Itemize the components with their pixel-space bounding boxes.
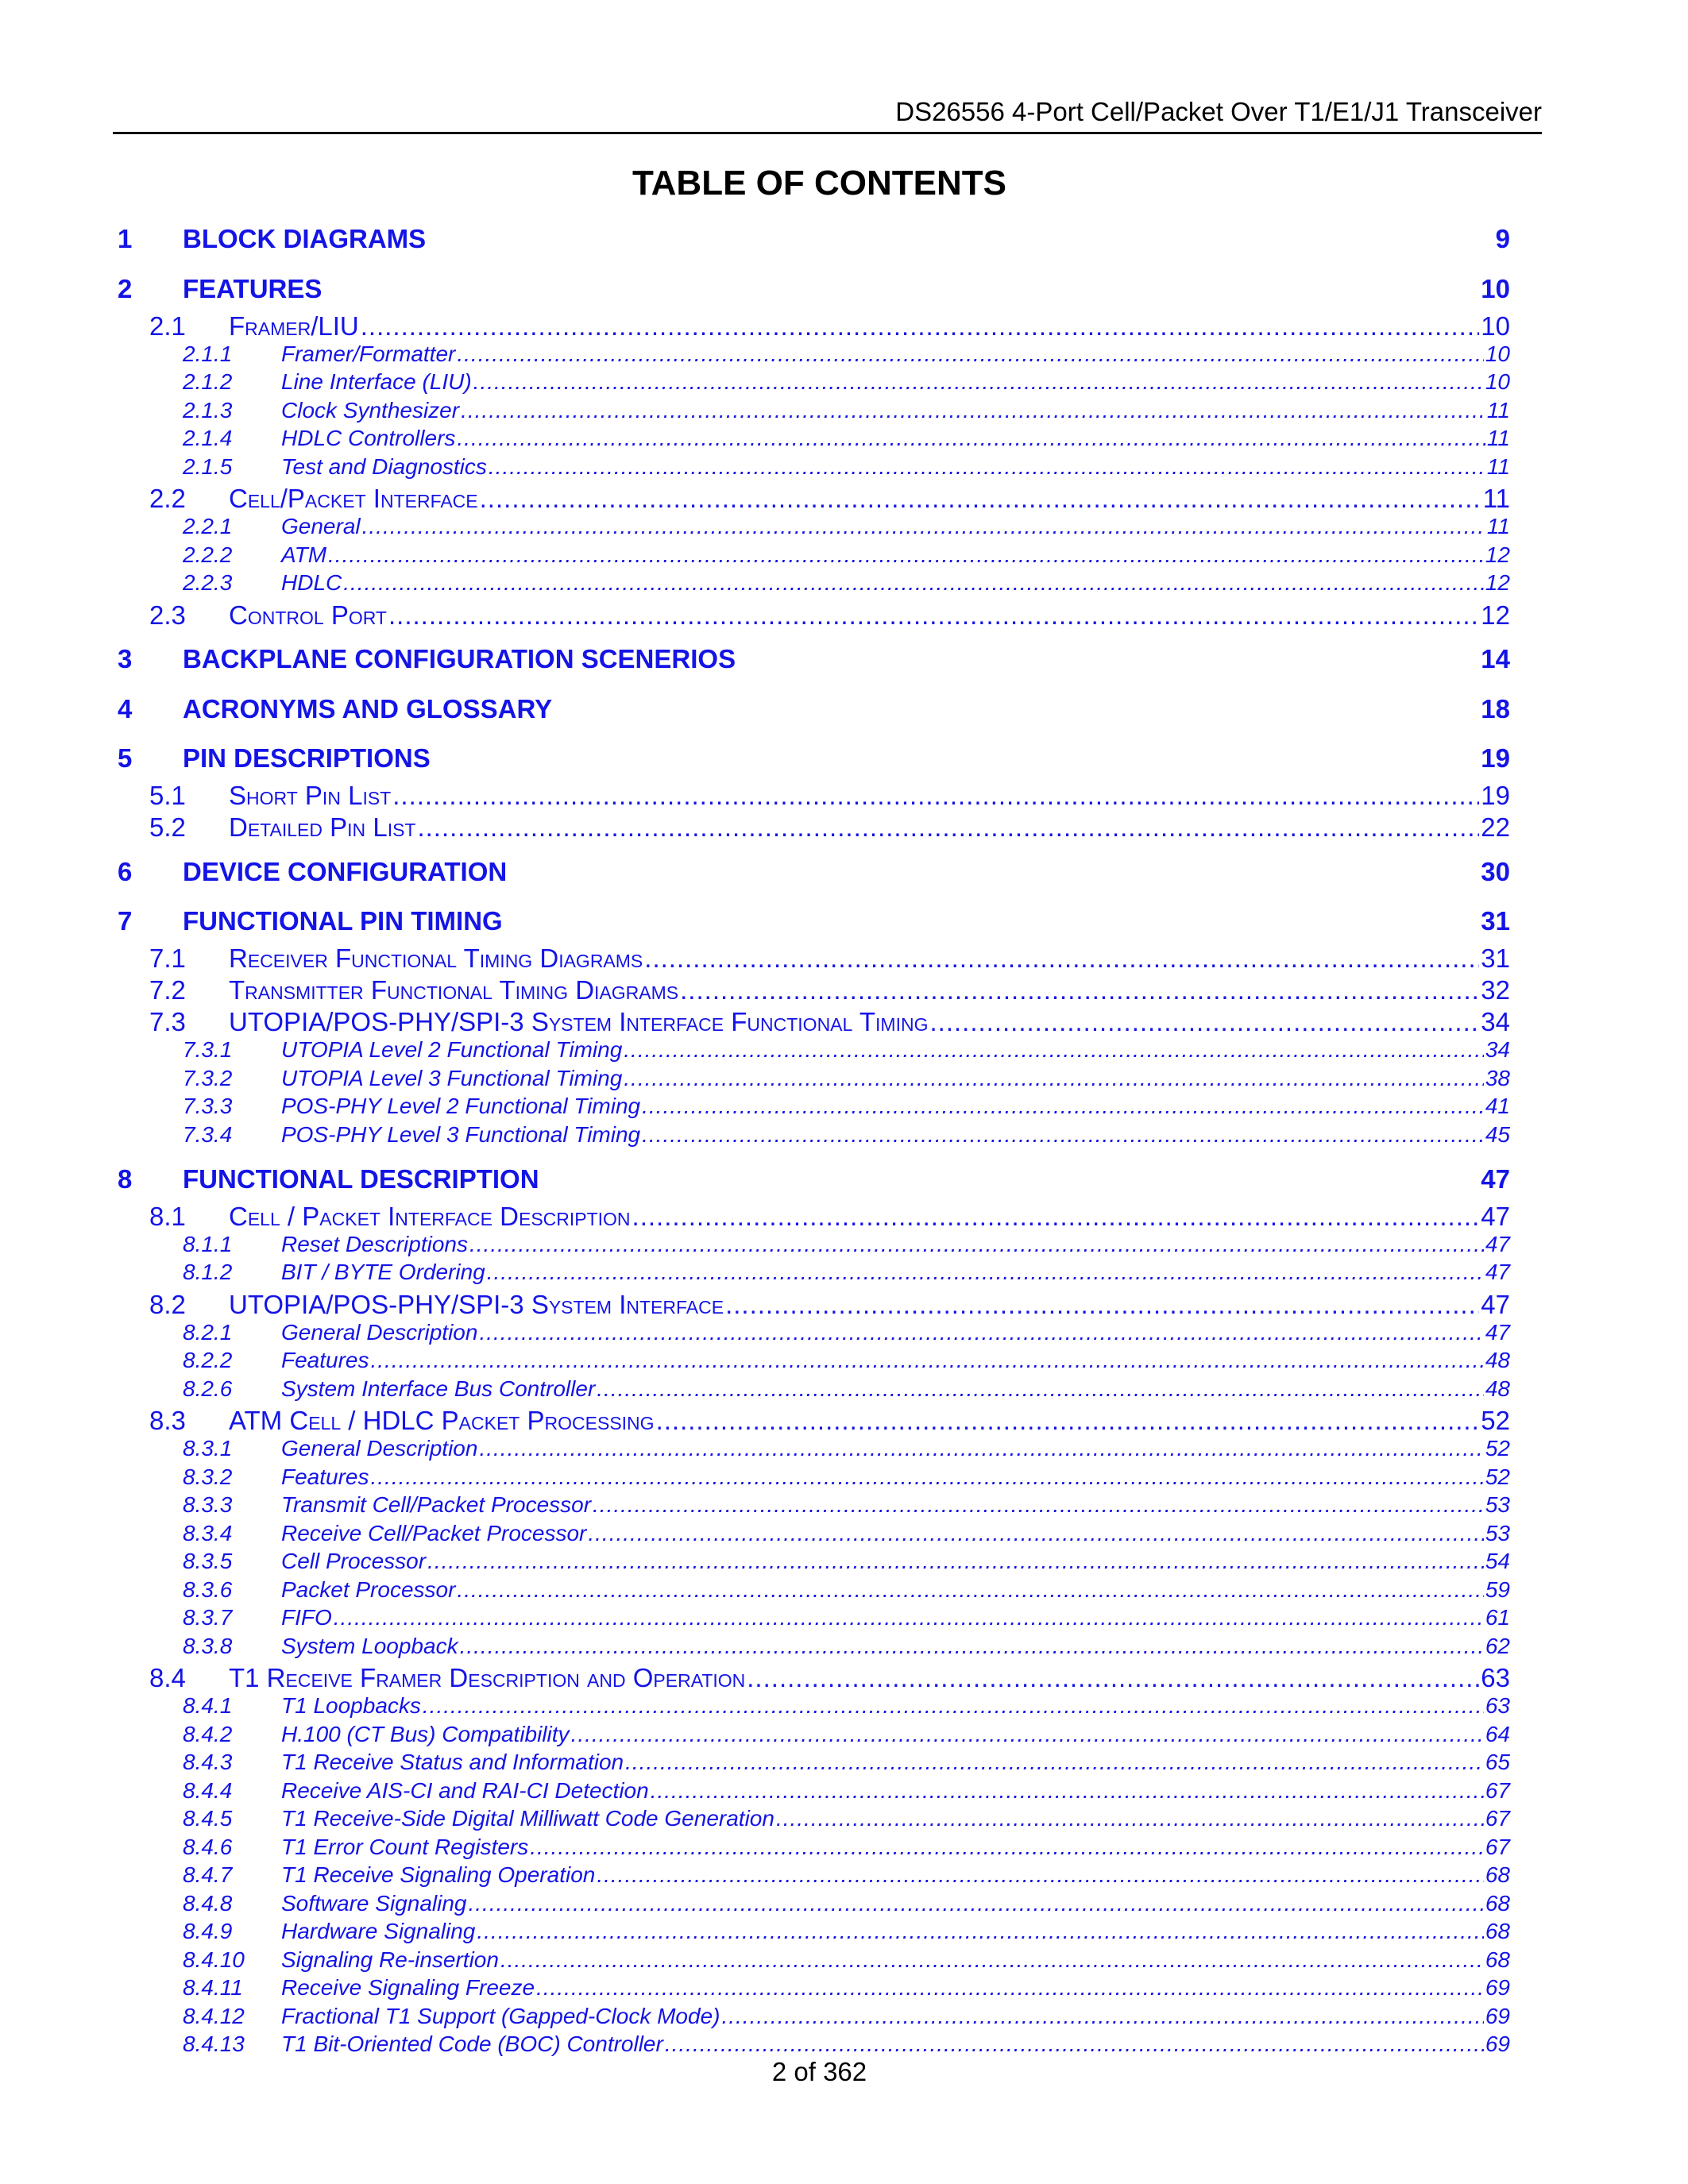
toc-entry-title: Features [281,1348,369,1372]
toc-dot-leader [597,1376,1484,1402]
toc-entry-number: 2.1 [149,311,186,341]
toc-entry-title: BACKPLANE CONFIGURATION SCENERIOS [183,644,736,673]
toc-entry-page: 48 [1485,1376,1510,1401]
toc-entry-number: 8 [118,1164,133,1194]
toc-entry-number: 2.1.3 [183,398,233,423]
toc-entry-title: Hardware Signaling [281,1919,476,1943]
toc-entry-title: ATM [281,542,327,567]
toc-entry-8-3-1[interactable] [183,1436,1510,1461]
toc-dot-leader [328,542,1484,568]
toc-entry-page: 67 [1485,1778,1510,1803]
toc-entry-5-1[interactable] [149,781,1510,811]
toc-entry-8-4-12[interactable] [183,2004,1510,2029]
toc-entry-title: UTOPIA Level 3 Functional Timing [281,1066,623,1090]
toc-entry-number: 8.4.12 [183,2004,245,2028]
toc-entry-8-4-3[interactable] [183,1750,1510,1775]
toc-entry-page: 63 [1485,1693,1510,1718]
toc-heading: TABLE OF CONTENTS [632,164,1006,203]
toc-dot-leader [469,1232,1484,1257]
toc-entry-title: Receiver Functional Timing Diagrams [229,943,643,973]
toc-entry-page: 45 [1485,1122,1510,1147]
toc-entry-number: 8.4.6 [183,1835,233,1859]
toc-entry-number: 8.4.9 [183,1919,233,1943]
toc-entry-8-3[interactable] [149,1406,1510,1436]
toc-dot-leader [371,1348,1484,1373]
toc-entry-title: Line Interface (LIU) [281,369,472,394]
toc-entry-page: 10 [1481,311,1510,341]
toc-entry-title: General Description [281,1320,478,1345]
toc-dot-leader [362,514,1485,539]
toc-entry-number: 8.4.8 [183,1891,233,1916]
toc-entry-8-2-1[interactable] [183,1320,1510,1345]
toc-entry-page: 38 [1485,1066,1510,1090]
toc-entry-number: 7 [118,906,133,936]
toc-entry-8-4-6[interactable] [183,1835,1510,1860]
toc-entry-page: 47 [1481,1164,1510,1194]
toc-dot-leader [457,341,1483,367]
toc-entry-2-1-5[interactable] [183,454,1510,480]
toc-entry-2-2-1[interactable] [183,514,1510,539]
toc-entry-page: 68 [1485,1862,1510,1887]
toc-entry-title: T1 Loopbacks [281,1693,421,1718]
toc-dot-leader [593,1492,1484,1518]
toc-entry-8-3-3[interactable] [183,1492,1510,1518]
toc-entry-page: 12 [1485,542,1510,567]
toc-entry-page: 34 [1481,1007,1510,1036]
toc-entry-title: Cell/Packet Interface [229,484,478,513]
toc-entry-page: 9 [1495,224,1510,253]
toc-entry-number: 8.3.4 [183,1521,233,1545]
toc-entry-2-3[interactable] [149,600,1510,631]
toc-entry-title: PIN DESCRIPTIONS [183,743,431,773]
toc-entry-page: 30 [1481,857,1510,886]
toc-entry-8-3-7[interactable] [183,1605,1510,1630]
toc-dot-leader [624,1066,1484,1091]
toc-entry-number: 2.1.4 [183,426,233,450]
toc-entry-title: Test and Diagnostics [281,454,487,479]
toc-entry-title: FUNCTIONAL DESCRIPTION [183,1164,539,1194]
toc-entry-page: 34 [1485,1037,1510,1062]
toc-entry-number: 2.1.1 [183,341,233,366]
toc-entry-page: 47 [1481,1202,1510,1231]
toc-entry-page: 53 [1485,1521,1510,1545]
toc-entry-number: 4 [118,694,133,723]
toc-entry-8-4-10[interactable] [183,1947,1510,1973]
toc-entry-title: BLOCK DIAGRAMS [183,224,427,253]
toc-entry-page: 47 [1485,1320,1510,1345]
toc-entry-title: Software Signaling [281,1891,467,1916]
toc-entry-8-4-4[interactable] [183,1778,1510,1804]
toc-entry-page: 47 [1481,1290,1510,1319]
toc-entry-page: 69 [1485,2004,1510,2028]
toc-dot-leader [571,1722,1484,1747]
toc-entry-page: 69 [1485,1975,1510,2000]
toc-dot-leader [334,1605,1484,1630]
toc-entry-title: Cell / Packet Interface Description [229,1202,631,1231]
toc-entry-8-4-11[interactable] [183,1975,1510,2001]
toc-entry-3[interactable] [118,644,1510,674]
toc-entry-number: 7.2 [149,975,186,1005]
toc-entry-page: 62 [1485,1634,1510,1658]
toc-dot-leader [642,1094,1484,1119]
toc-entry-title: Receive Signaling Freeze [281,1975,535,2000]
toc-entry-title: System Interface Bus Controller [281,1376,596,1401]
toc-entry-page: 47 [1485,1232,1510,1256]
toc-entry-title: FEATURES [183,274,323,303]
toc-dot-leader [343,570,1484,596]
toc-entry-number: 8.2.2 [183,1348,233,1372]
toc-entry-number: 7.3.3 [183,1094,233,1118]
toc-entry-number: 8.4.3 [183,1750,233,1774]
toc-dot-leader [479,1436,1483,1461]
toc-entry-title: Features [281,1464,369,1489]
toc-dot-leader [473,369,1484,395]
toc-dot-leader [468,1891,1483,1916]
toc-entry-title: Receive AIS-CI and RAI-CI Detection [281,1778,649,1803]
toc-entry-number: 7.3.1 [183,1037,233,1062]
toc-entry-title: System Loopback [281,1634,458,1658]
toc-dot-leader [392,781,1479,811]
toc-entry-page: 41 [1485,1094,1510,1118]
toc-entry-8-1-1[interactable] [183,1232,1510,1257]
toc-dot-leader [536,1975,1484,2001]
toc-entry-title: T1 Receive Framer Description and Operation [229,1663,746,1692]
toc-entry-title: UTOPIA/POS-PHY/SPI-3 System Interface Functional Timing [229,1007,929,1036]
toc-entry-8-4-2[interactable] [183,1722,1510,1747]
toc-entry-5-2[interactable] [149,812,1510,843]
toc-entry-2-1-2[interactable] [183,369,1510,395]
toc-dot-leader [530,1835,1484,1860]
toc-dot-leader [477,1919,1483,1944]
toc-dot-leader [457,426,1485,451]
toc-entry-page: 64 [1485,1722,1510,1746]
toc-entry-number: 8.4.1 [183,1693,233,1718]
toc-entry-page: 11 [1486,398,1510,423]
toc-entry-title: UTOPIA Level 2 Functional Timing [281,1037,623,1062]
toc-entry-2[interactable] [118,274,1510,304]
toc-entry-number: 8.3.6 [183,1577,233,1602]
toc-entry-7-3[interactable] [149,1007,1510,1037]
toc-entry-number: 8.2.1 [183,1320,233,1345]
toc-entry-number: 8.4.5 [183,1806,233,1831]
toc-dot-leader [427,1549,1484,1574]
toc-entry-8-3-2[interactable] [183,1464,1510,1490]
toc-dot-leader [665,2032,1484,2057]
toc-entry-title: Receive Cell/Packet Processor [281,1521,587,1545]
toc-entry-page: 10 [1485,369,1510,394]
toc-entry-title: T1 Receive-Side Digital Milliwatt Code Generation [281,1806,774,1831]
toc-entry-7-3-4[interactable] [183,1122,1510,1148]
toc-entry-page: 54 [1485,1549,1510,1573]
toc-entry-page: 12 [1485,570,1510,595]
toc-entry-page: 65 [1485,1750,1510,1774]
toc-entry-number: 1 [118,224,133,253]
toc-entry-title: ACRONYMS AND GLOSSARY [183,694,553,723]
toc-entry-title: T1 Receive Status and Information [281,1750,624,1774]
toc-entry-number: 8.3.5 [183,1549,233,1573]
toc-entry-number: 8.2.6 [183,1376,233,1401]
toc-entry-title: HDLC Controllers [281,426,456,450]
toc-entry-8-3-6[interactable] [183,1577,1510,1603]
toc-entry-title: FUNCTIONAL PIN TIMING [183,906,503,936]
toc-entry-number: 8.4.2 [183,1722,233,1746]
toc-dot-leader [721,2004,1483,2029]
toc-entry-6[interactable] [118,857,1510,887]
toc-entry-page: 32 [1481,975,1510,1005]
toc-entry-8-2-2[interactable] [183,1348,1510,1373]
toc-entry-number: 2.1.2 [183,369,233,394]
toc-entry-title: Transmit Cell/Packet Processor [281,1492,592,1517]
toc-dot-leader [489,454,1485,480]
toc-entry-2-2-2[interactable] [183,542,1510,568]
toc-entry-8-2[interactable] [149,1290,1510,1320]
toc-entry-page: 53 [1485,1492,1510,1517]
toc-entry-page: 11 [1486,426,1510,450]
toc-entry-number: 8.1.2 [183,1260,233,1284]
toc-dot-leader [460,1634,1484,1659]
toc-entry-page: 67 [1485,1835,1510,1859]
toc-entry-2-2[interactable] [149,484,1510,514]
toc-entry-8[interactable] [118,1164,1510,1194]
toc-entry-5[interactable] [118,743,1510,774]
toc-entry-page: 22 [1481,812,1510,842]
toc-entry-page: 48 [1485,1348,1510,1372]
toc-entry-title: UTOPIA/POS-PHY/SPI-3 System Interface [229,1290,724,1319]
toc-entry-page: 52 [1485,1464,1510,1489]
toc-entry-number: 7.3.2 [183,1066,233,1090]
toc-entry-number: 5.2 [149,812,186,842]
toc-dot-leader [479,1320,1483,1345]
toc-entry-8-4-8[interactable] [183,1891,1510,1916]
toc-entry-number: 2.1.5 [183,454,233,479]
toc-entry-title: T1 Bit-Oriented Code (BOC) Controller [281,2032,663,2056]
toc-entry-number: 7.3 [149,1007,186,1036]
toc-entry-page: 68 [1485,1891,1510,1916]
toc-entry-page: 31 [1481,943,1510,973]
toc-entry-2-1[interactable] [149,311,1510,341]
toc-entry-page: 67 [1485,1806,1510,1831]
toc-entry-title: ATM Cell / HDLC Packet Processing [229,1406,655,1435]
toc-entry-title: POS-PHY Level 2 Functional Timing [281,1094,641,1118]
toc-entry-7-3-2[interactable] [183,1066,1510,1091]
toc-entry-number: 8.3 [149,1406,186,1435]
toc-entry-title: General [281,514,361,538]
toc-entry-title: Short Pin List [229,781,392,810]
toc-entry-7-2[interactable] [149,975,1510,1005]
toc-dot-leader [500,1947,1484,1973]
toc-entry-2-2-3[interactable] [183,570,1510,596]
toc-entry-2-1-4[interactable] [183,426,1510,451]
toc-entry-8-3-4[interactable] [183,1521,1510,1546]
toc-entry-number: 8.3.8 [183,1634,233,1658]
toc-entry-number: 6 [118,857,133,886]
toc-dot-leader [929,1007,1479,1037]
toc-entry-number: 8.4.4 [183,1778,233,1803]
toc-entry-4[interactable] [118,694,1510,724]
toc-entry-number: 2.2.2 [183,542,233,567]
toc-dot-leader [644,943,1479,974]
toc-dot-leader [747,1663,1479,1693]
toc-entry-title: DEVICE CONFIGURATION [183,857,508,886]
toc-dot-leader [680,975,1479,1005]
toc-entry-number: 5 [118,743,133,773]
toc-entry-number: 7.1 [149,943,186,973]
toc-entry-page: 31 [1481,906,1510,936]
toc-entry-title: BIT / BYTE Ordering [281,1260,485,1284]
toc-entry-number: 8.2 [149,1290,186,1319]
toc-entry-2-1-3[interactable] [183,398,1510,423]
toc-entry-number: 8.3.2 [183,1464,233,1489]
toc-entry-title: T1 Error Count Registers [281,1835,529,1859]
toc-entry-page: 10 [1485,341,1510,366]
toc-entry-number: 3 [118,644,133,673]
toc-dot-leader [642,1122,1484,1148]
toc-entry-page: 19 [1481,781,1510,810]
toc-entry-title: Signaling Re-insertion [281,1947,499,1972]
toc-dot-leader [417,812,1479,843]
toc-entry-8-3-8[interactable] [183,1634,1510,1659]
toc-entry-page: 68 [1485,1919,1510,1943]
toc-entry-number: 5.1 [149,781,186,810]
toc-entry-title: T1 Receive Signaling Operation [281,1862,596,1887]
toc-entry-number: 8.4.7 [183,1862,233,1887]
toc-entry-number: 8.4.11 [183,1975,243,2000]
toc-dot-leader [423,1693,1484,1719]
toc-entry-8-3-5[interactable] [183,1549,1510,1574]
toc-entry-title: Framer/LIU [229,311,359,341]
toc-entry-page: 11 [1486,514,1510,538]
toc-entry-number: 2 [118,274,133,303]
toc-entry-page: 68 [1485,1947,1510,1972]
toc-entry-number: 8.1.1 [183,1232,233,1256]
toc-entry-title: FIFO [281,1605,332,1630]
toc-entry-title: Fractional T1 Support (Gapped-Clock Mode) [281,2004,720,2028]
toc-entry-page: 47 [1485,1260,1510,1284]
toc-entry-title: HDLC [281,570,342,595]
toc-dot-leader [361,311,1480,341]
toc-entry-8-4[interactable] [149,1663,1510,1693]
toc-dot-leader [371,1464,1484,1490]
toc-entry-number: 8.3.7 [183,1605,233,1630]
toc-entry-title: H.100 (CT Bus) Compatibility [281,1722,570,1746]
toc-entry-1[interactable] [118,224,1510,254]
toc-dot-leader [461,398,1485,423]
toc-entry-title: Framer/Formatter [281,341,456,366]
toc-entry-8-1[interactable] [149,1202,1510,1232]
toc-entry-2-1-1[interactable] [183,341,1510,367]
toc-entry-page: 12 [1481,600,1510,630]
toc-dot-leader [480,484,1481,514]
toc-dot-leader [588,1521,1483,1546]
toc-entry-number: 2.2 [149,484,186,513]
toc-dot-leader [388,600,1479,631]
toc-dot-leader [487,1260,1484,1285]
toc-entry-page: 11 [1486,454,1510,479]
toc-entry-title: Transmitter Functional Timing Diagrams [229,975,679,1005]
toc-entry-number: 2.3 [149,600,186,630]
toc-entry-title: POS-PHY Level 3 Functional Timing [281,1122,641,1147]
toc-dot-leader [656,1406,1480,1436]
toc-entry-number: 8.4.13 [183,2032,245,2056]
toc-entry-page: 18 [1481,694,1510,723]
toc-entry-number: 8.3.1 [183,1436,233,1461]
toc-entry-7-1[interactable] [149,943,1510,974]
toc-dot-leader [457,1577,1483,1603]
toc-entry-number: 2.2.3 [183,570,233,595]
toc-entry-title: Cell Processor [281,1549,427,1573]
toc-entry-title: Control Port [229,600,387,630]
toc-entry-page: 52 [1485,1436,1510,1461]
page-number: 2 of 362 [771,2057,867,2086]
toc-entry-page: 10 [1481,274,1510,303]
toc-entry-page: 19 [1481,743,1510,773]
toc-entry-page: 59 [1485,1577,1510,1602]
toc-entry-8-4-9[interactable] [183,1919,1510,1944]
toc-entry-page: 11 [1482,484,1510,513]
toc-entry-title: Packet Processor [281,1577,456,1602]
toc-dot-leader [632,1202,1480,1232]
toc-entry-8-2-6[interactable] [183,1376,1510,1402]
toc-entry-8-4-7[interactable] [183,1862,1510,1888]
toc-entry-8-4-1[interactable] [183,1693,1510,1719]
toc-dot-leader [625,1750,1484,1775]
toc-entry-title: Clock Synthesizer [281,398,460,423]
toc-entry-title: General Description [281,1436,478,1461]
toc-entry-number: 8.1 [149,1202,186,1231]
toc-entry-number: 8.4 [149,1663,186,1692]
toc-entry-page: 52 [1481,1406,1510,1435]
toc-entry-title: Reset Descriptions [281,1232,468,1256]
document-header-title: DS26556 4-Port Cell/Packet Over T1/E1/J1 Transceiver [895,97,1542,126]
toc-entry-number: 7.3.4 [183,1122,233,1147]
toc-entry-title: Detailed Pin List [229,812,416,842]
toc-entry-8-4-5[interactable] [183,1806,1510,1831]
toc-dot-leader [597,1862,1484,1888]
toc-entry-page: 63 [1481,1663,1510,1692]
toc-dot-leader [776,1806,1484,1831]
toc-entry-page: 14 [1481,644,1510,673]
toc-entry-7-3-3[interactable] [183,1094,1510,1119]
toc-entry-8-4-13[interactable] [183,2032,1510,2057]
toc-entry-7-3-1[interactable] [183,1037,1510,1063]
toc-entry-number: 2.2.1 [183,514,233,538]
toc-entry-page: 61 [1485,1605,1510,1630]
toc-dot-leader [651,1778,1484,1804]
toc-entry-8-1-2[interactable] [183,1260,1510,1285]
toc-entry-number: 8.3.3 [183,1492,233,1517]
toc-entry-number: 8.4.10 [183,1947,245,1972]
toc-dot-leader [725,1290,1479,1320]
toc-entry-page: 69 [1485,2032,1510,2056]
toc-dot-leader [624,1037,1484,1063]
toc-entry-7[interactable] [118,906,1510,936]
